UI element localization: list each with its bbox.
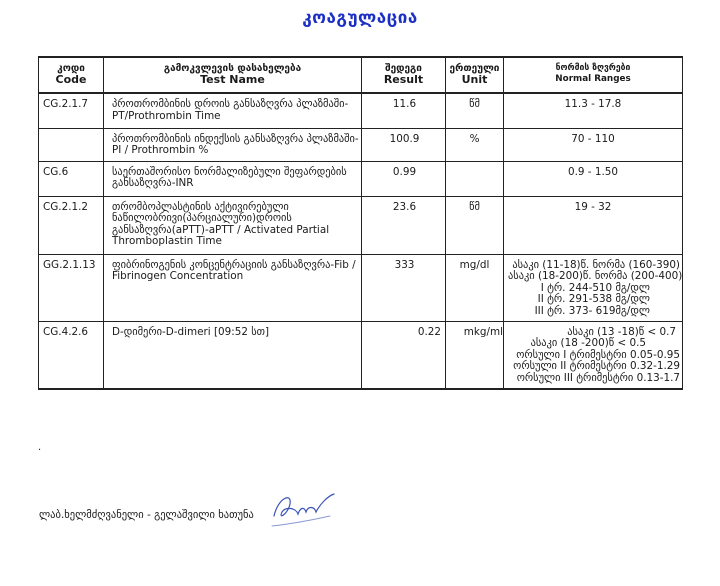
table-header-row [39,57,683,93]
table-row [39,161,683,196]
row-code: CG.2.1.7 [39,93,104,128]
row-test-name: ფიბრინოგენის კონცენტრაციის განსაზღვრა-Fib / Fibrinogen Concentration [104,254,362,321]
row-unit: წმ [446,93,504,128]
row-normal-range [504,93,683,128]
range-line: 19 - 32 [574,200,612,213]
row-result: 23.6 [362,196,446,254]
range-line: 11.3 - 17.8 [564,98,622,110]
header-normal-ranges: ნორმის ზღვრები Normal Ranges [504,57,683,93]
range-line: ორსული I ტრიმესტრი 0.05-0.95 [516,348,680,361]
row-unit: % [446,128,504,161]
row-result: 11.6 [362,93,446,128]
row-normal-range [504,321,683,389]
row-test-name: პროთრომბინის დროის განსაზღვრა პლაზმაში-PT/Prothrombin Time [104,93,362,128]
row-unit: mg/dl [446,254,504,321]
row-result: 100.9 [362,128,446,161]
row-result: 0.22 [362,321,446,389]
table-row [39,196,683,254]
report-title: კოაგულაცია [302,8,418,28]
table-row [39,128,683,161]
header-test-name: გამოკვლევის დასახელება Test Name [104,57,362,93]
range-line: 0.9 - 1.50 [567,165,618,178]
handwritten-signature [268,486,340,538]
range-line: ორსული II ტრიმესტრი 0.32-1.29 [513,360,680,372]
range-line: ასაკი (18-200)წ. ნორმა (200-400) [508,270,683,282]
range-line: II ტრ. 291-538 მგ/დლ [537,293,650,305]
row-test-name: საერთაშორისო ნორმალიზებული შეფარდების განსაზღვრა-INR [104,161,362,196]
row-test-name: D-დიმერი-D-dimeri [09:52 სთ] [104,321,362,389]
range-line: ორსული III ტრიმესტრი 0.13-1.7 [516,371,680,384]
row-result: 0.99 [362,161,446,196]
row-code: CG.4.2.6 [39,321,104,389]
row-code: GG.2.1.13 [39,254,104,321]
row-code: CG.6 [39,161,104,196]
row-normal-range [504,254,683,321]
header-result: შედეგი Result [362,57,446,93]
range-line: ასაკი (13 -18)წ < 0.7 [567,325,676,338]
range-line: ასაკი (11-18)წ. ნორმა (160-390) [512,258,680,271]
header-unit: ერთეული Unit [446,57,504,93]
row-result: 333 [362,254,446,321]
signer-label: ლაბ.ხელმძღვანელი - გელაშვილი ხათუნა [39,509,254,521]
row-unit [446,161,504,196]
table-row [39,321,683,389]
range-line: I ტრ. 244-510 მგ/დლ [540,281,650,294]
table-row [39,254,683,321]
row-test-name: თრომბოპლასტინის აქტივირებული ნაწილობრივი(პარციალური)დროის განსაზღვრა(aPTT)-aPTT / Activated Partial Thromboplastin Time [104,196,362,254]
range-line: ასაკი (18 -200)წ < 0.5 [530,337,646,349]
row-normal-range [504,161,683,196]
range-line: III ტრ. 373- 619მგ/დლ [534,304,650,317]
row-normal-range [504,128,683,161]
footer-dot: . [38,442,42,453]
row-normal-range [504,196,683,254]
results-table [38,56,683,390]
row-test-name: პროთრომბინის ინდექსის განსაზღვრა პლაზმაში-PI / Prothrombin % [104,128,362,161]
row-unit: წმ [446,196,504,254]
row-code: CG.2.1.2 [39,196,104,254]
range-line: 70 - 110 [571,132,615,145]
header-code: კოდი Code [39,57,104,93]
row-code [39,128,104,161]
table-row [39,93,683,128]
row-unit: mkg/ml [446,321,504,389]
